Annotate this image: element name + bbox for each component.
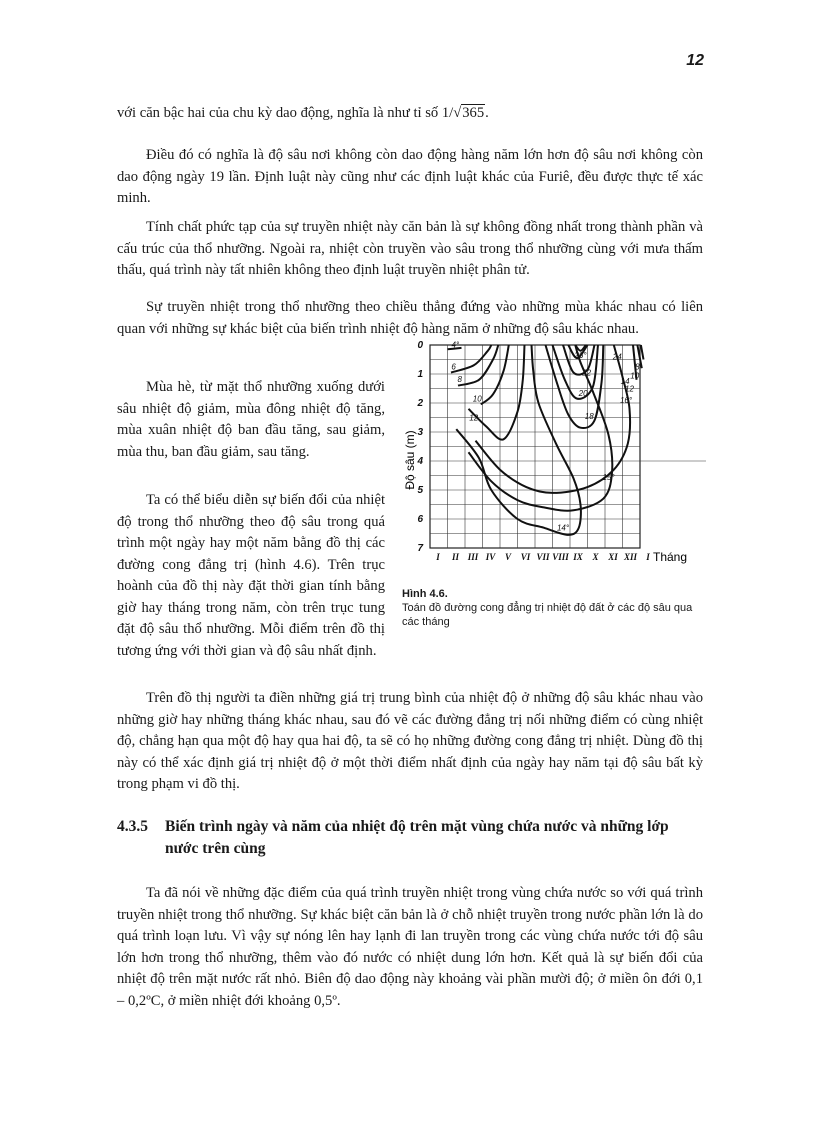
x-tick-label: VII bbox=[536, 552, 550, 562]
x-tick-label: I bbox=[436, 552, 440, 562]
y-tick-label: 6 bbox=[417, 514, 423, 525]
isoline-label: 8 bbox=[457, 375, 462, 385]
isoline-label: 20 bbox=[578, 388, 588, 398]
y-tick-label: 7 bbox=[417, 543, 423, 554]
isoline-label: 16° bbox=[619, 396, 633, 405]
y-tick-label: 2 bbox=[417, 398, 423, 409]
section-title: Biến trình ngày và năm của nhiệt độ trên mặt vùng chứa nước và những lớp nước trên cùng bbox=[165, 818, 669, 857]
paragraph-4: Mùa hè, từ mặt thổ nhưỡng xuống dưới sâu nhiệt độ giảm, mùa đông nhiệt độ tăng, mùa xuân nhiệt độ ban đầu tăng, sau giảm, mùa thu, ban đầu giảm, sau tăng. bbox=[117, 379, 385, 460]
section-heading bbox=[117, 816, 707, 860]
x-tick-label: XI bbox=[608, 552, 618, 562]
figure-label: Hình 4.6. bbox=[402, 588, 448, 600]
sqrt-expression: √365 bbox=[453, 105, 485, 121]
x-tick-label: X bbox=[592, 552, 599, 562]
paragraph-7: Ta đã nói về những đặc điểm của quá trình truyền nhiệt trong vùng chứa nước so với quá trình truyền nhiệt trong thổ nhưỡng. Sự khác biệt căn bản là ở chỗ nhiệt truyền trong nước phần lớn là do quá trình loạn lưu. Vì vậy sự nóng lên hay lạnh đi lan truyền trong các vùng chứa nước tới độ sâu lớn hơn trong thổ nhưỡng, thêm vào đó nước có nhiệt dung lớn hơn. Kết quả là sự biến đổi của nhiệt độ trên mặt nước rất nhỏ. Biên độ dao động này khoảng vài phần mười độ; ở miền ôn đới 0,1 – 0,2ºC, ở miền nhiệt đới khoảng 0,5º. bbox=[117, 885, 703, 1009]
paragraph-5: Ta có thể biểu diễn sự biến đổi của nhiệt độ trong thổ nhưỡng theo độ sâu trong quá trình một ngày hay một năm bằng đồ thị các đường cong đẳng trị (hình 4.6). Trên trục hoành của đồ thị này đặt thời gian tính bằng giờ hay tháng trong năm, còn trên trục tung đặt độ sâu thổ nhưỡng. Mỗi điểm trên đồ thị tương ứng với thời gian và độ sâu nhất định. bbox=[117, 492, 385, 659]
y-tick-label: 0 bbox=[417, 340, 423, 351]
isoline-label: 10 bbox=[630, 371, 640, 381]
paragraph-6: Trên đồ thị người ta điền những giá trị trung bình của nhiệt độ ở những độ sâu khác nhau vào những giờ hay những tháng khác nhau, sau đó vẽ các đường đẳng trị nối những điểm có cùng nhiệt độ, chẳng hạn qua một độ hay qua hai độ, ta sẽ có họ những đường cong đẳng trị nhiệt. Dùng đồ thị này có thể xác định giá trị nhiệt độ ở một thời điểm nhất định của ngày hay năm tại độ sâu bất kỳ trong phạm vi đồ thị. bbox=[117, 690, 703, 792]
y-axis-label: Độ sâu (m) bbox=[403, 430, 417, 490]
isoline-label: 18 bbox=[584, 411, 594, 421]
paragraph-0 bbox=[117, 103, 703, 125]
y-tick-label: 4 bbox=[417, 456, 423, 467]
x-tick-label: V bbox=[504, 552, 512, 562]
isoline-label: 14° bbox=[556, 523, 570, 533]
isoline-label: 14 bbox=[620, 377, 630, 387]
isoline-label: 8 bbox=[635, 362, 640, 372]
isoline-label: 10 bbox=[472, 394, 482, 404]
x-tick-label: IX bbox=[573, 552, 583, 562]
isotherm-chart bbox=[400, 340, 710, 570]
chart-isoline-labels bbox=[451, 340, 640, 532]
isoline-label: 12 bbox=[469, 413, 479, 423]
x-tick-label: VI bbox=[520, 552, 531, 562]
figure-caption-text: Toán đồ đường cong đẳng trị nhiệt độ đất ở các độ sâu qua các tháng bbox=[402, 602, 693, 628]
paragraph-0-end: . bbox=[485, 105, 489, 121]
isoline-label: 24 bbox=[612, 352, 622, 362]
isotherm-chart-svg bbox=[400, 340, 710, 570]
section-number: 4.3.5 bbox=[117, 818, 148, 835]
paragraph-0-text: với căn bậc hai của chu kỳ dao động, nghĩa là như tỉ số 1/ bbox=[117, 105, 454, 121]
y-tick-label: 3 bbox=[417, 427, 423, 438]
x-tick-label: III bbox=[467, 552, 479, 562]
x-tick-label: XII bbox=[623, 552, 638, 562]
figure-caption bbox=[402, 587, 712, 629]
x-tick-label: II bbox=[451, 552, 460, 562]
isoline-label: 22 bbox=[582, 368, 592, 378]
isoline-12 bbox=[469, 345, 525, 440]
sqrt-radicand: 365 bbox=[462, 105, 485, 121]
paragraph-1: Điều đó có nghĩa là độ sâu nơi không còn dao động hàng năm lớn hơn độ sâu nơi không còn dao động ngày 19 lần. Định luật này cũng như các định luật khác của Furiê, đều được thực tế xác minh. bbox=[117, 147, 703, 206]
chart-isolines bbox=[448, 345, 644, 535]
paragraph-3: Sự truyền nhiệt trong thổ nhưỡng theo chiều thẳng đứng vào những mùa khác nhau có liên quan với những sự khác biệt của biến trình nhiệt độ hàng năm ở những độ sâu khác nhau. bbox=[117, 299, 703, 337]
isoline-8 bbox=[641, 345, 644, 360]
isoline-8 bbox=[458, 345, 498, 386]
x-tick-label: IV bbox=[485, 552, 496, 562]
isoline-label: 15° bbox=[602, 472, 615, 482]
isoline-label: 6 bbox=[451, 362, 456, 372]
y-tick-label: 1 bbox=[417, 369, 423, 380]
x-tick-label: VIII bbox=[552, 552, 569, 562]
page-number: 12 bbox=[686, 52, 704, 69]
x-axis-label: Tháng bbox=[652, 550, 688, 564]
isoline-label: 12 bbox=[625, 384, 634, 394]
paragraph-2: Tính chất phức tạp của sự truyền nhiệt này căn bản là sự không đồng nhất trong thành phần và cấu trúc của thổ nhưỡng. Ngoài ra, nhiệt còn truyền vào sâu trong thổ nhưỡng cùng với mưa thấm thấu, quá trình này tất nhiên không theo định luật truyền nhiệt phân tử. bbox=[117, 219, 703, 278]
y-tick-label: 5 bbox=[417, 485, 423, 496]
isoline-label: 4° bbox=[451, 340, 460, 350]
x-tick-label: I bbox=[646, 552, 650, 562]
isoline-label: 26° bbox=[574, 351, 587, 361]
